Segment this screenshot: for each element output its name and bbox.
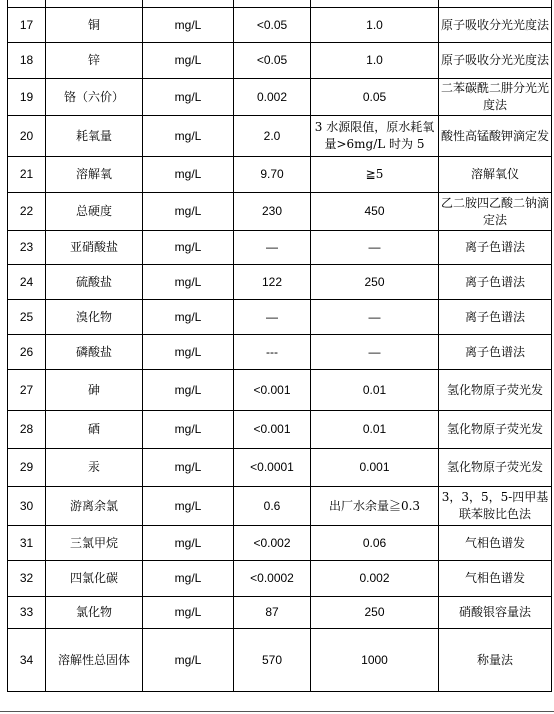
unit-cell: mg/L — [143, 449, 234, 487]
limit-cell: 0.06 — [311, 526, 439, 561]
item-name: 磷酸盐 — [46, 335, 143, 370]
item-name: 溶解性总固体 — [46, 629, 143, 692]
table-row — [8, 411, 552, 449]
table-row — [8, 629, 552, 692]
unit-cell: mg/L — [143, 561, 234, 597]
method-cell: 气相色谱发 — [439, 561, 552, 597]
result-cell: <0.05 — [234, 43, 311, 79]
row-number: 31 — [8, 526, 46, 561]
row-number: 25 — [8, 300, 46, 335]
table-row — [8, 231, 552, 265]
limit-cell: 0.01 — [311, 370, 439, 411]
method-cell: 称量法 — [439, 629, 552, 692]
unit-cell: mg/L — [143, 193, 234, 231]
result-cell: <0.001 — [234, 370, 311, 411]
limit-cell: — — [311, 335, 439, 370]
result-cell: 9.70 — [234, 157, 311, 193]
unit-cell: mg/L — [143, 370, 234, 411]
limit-cell: 250 — [311, 265, 439, 300]
method-cell: 原子吸收分光光度法 — [439, 8, 552, 43]
result-cell: 230 — [234, 193, 311, 231]
row-number: 18 — [8, 43, 46, 79]
row-number: 28 — [8, 411, 46, 449]
limit-cell: 250 — [311, 597, 439, 629]
row-number: 32 — [8, 561, 46, 597]
unit-cell: mg/L — [143, 597, 234, 629]
method-cell: 离子色谱法 — [439, 335, 552, 370]
row-number: 26 — [8, 335, 46, 370]
unit-cell: mg/L — [143, 231, 234, 265]
water-quality-table — [7, 0, 552, 692]
unit-cell: mg/L — [143, 265, 234, 300]
row-number: 23 — [8, 231, 46, 265]
item-name: 溶解氧 — [46, 157, 143, 193]
method-cell: 离子色谱法 — [439, 265, 552, 300]
method-cell: 气相色谱发 — [439, 526, 552, 561]
limit-cell: 0.001 — [311, 449, 439, 487]
unit-cell: mg/L — [143, 629, 234, 692]
table-row — [8, 193, 552, 231]
row-number: 20 — [8, 116, 46, 157]
unit-cell: mg/L — [143, 300, 234, 335]
item-name: 硫酸盐 — [46, 265, 143, 300]
unit-cell: mg/L — [143, 8, 234, 43]
result-cell: 87 — [234, 597, 311, 629]
item-name: 锌 — [46, 43, 143, 79]
limit-cell: 0.002 — [311, 561, 439, 597]
table-row — [8, 561, 552, 597]
unit-cell: mg/L — [143, 411, 234, 449]
limit-cell: 1.0 — [311, 43, 439, 79]
unit-cell: mg/L — [143, 526, 234, 561]
unit-cell: mg/L — [143, 43, 234, 79]
row-number: 29 — [8, 449, 46, 487]
method-cell: 酸性高锰酸钾滴定发 — [439, 116, 552, 157]
item-name: 氯化物 — [46, 597, 143, 629]
row-number: 30 — [8, 487, 46, 526]
limit-cell: 0.05 — [311, 79, 439, 116]
result-cell: <0.0002 — [234, 561, 311, 597]
item-name: 汞 — [46, 449, 143, 487]
result-cell: 0.002 — [234, 79, 311, 116]
method-cell: 氢化物原子荧光发 — [439, 411, 552, 449]
method-cell: 离子色谱法 — [439, 300, 552, 335]
result-cell: --- — [234, 335, 311, 370]
page-divider — [0, 711, 554, 712]
result-cell: — — [234, 300, 311, 335]
table-row — [8, 597, 552, 629]
result-cell: 570 — [234, 629, 311, 692]
limit-cell: ≧5 — [311, 157, 439, 193]
row-number: 34 — [8, 629, 46, 692]
method-cell: 硝酸银容量法 — [439, 597, 552, 629]
result-cell: — — [234, 231, 311, 265]
method-cell: 二苯碳酰二肼分光光度法 — [439, 79, 552, 116]
result-cell: 2.0 — [234, 116, 311, 157]
method-cell: 原子吸收分光光度法 — [439, 43, 552, 79]
item-name: 溴化物 — [46, 300, 143, 335]
item-name: 游离余氯 — [46, 487, 143, 526]
row-number: 33 — [8, 597, 46, 629]
table-row — [8, 157, 552, 193]
row-number: 22 — [8, 193, 46, 231]
item-name: 三氯甲烷 — [46, 526, 143, 561]
item-name: 亚硝酸盐 — [46, 231, 143, 265]
method-cell: 氢化物原子荧光发 — [439, 370, 552, 411]
result-cell: <0.05 — [234, 8, 311, 43]
table-row — [8, 300, 552, 335]
table-row — [8, 116, 552, 157]
row-number: 21 — [8, 157, 46, 193]
result-cell: <0.0001 — [234, 449, 311, 487]
row-number: 17 — [8, 8, 46, 43]
row-number: 19 — [8, 79, 46, 116]
limit-cell: 1000 — [311, 629, 439, 692]
table-row — [8, 487, 552, 526]
item-name: 铜 — [46, 8, 143, 43]
limit-cell: — — [311, 231, 439, 265]
unit-cell: mg/L — [143, 335, 234, 370]
table-row — [8, 79, 552, 116]
item-name: 四氯化碳 — [46, 561, 143, 597]
method-cell: 离子色谱法 — [439, 231, 552, 265]
unit-cell: mg/L — [143, 157, 234, 193]
table-row — [8, 43, 552, 79]
unit-cell: mg/L — [143, 116, 234, 157]
result-cell: <0.001 — [234, 411, 311, 449]
item-name: 硒 — [46, 411, 143, 449]
row-number: 27 — [8, 370, 46, 411]
result-cell: 0.6 — [234, 487, 311, 526]
table-row — [8, 265, 552, 300]
item-name: 铬（六价） — [46, 79, 143, 116]
unit-cell: mg/L — [143, 79, 234, 116]
table-row-top-stub — [8, 0, 552, 8]
method-cell: 乙二胺四乙酸二钠滴定法 — [439, 193, 552, 231]
limit-cell: 出厂水余量≧0.3 — [311, 487, 439, 526]
item-name: 砷 — [46, 370, 143, 411]
limit-cell: 0.01 — [311, 411, 439, 449]
table-row — [8, 370, 552, 411]
unit-cell: mg/L — [143, 487, 234, 526]
limit-cell: 450 — [311, 193, 439, 231]
limit-cell: 1.0 — [311, 8, 439, 43]
row-number: 24 — [8, 265, 46, 300]
result-cell: <0.002 — [234, 526, 311, 561]
table-row — [8, 335, 552, 370]
limit-cell: 3 水源限值，原水耗氧量>6mg/L 时为 5 — [311, 116, 439, 157]
item-name: 总硬度 — [46, 193, 143, 231]
limit-cell: — — [311, 300, 439, 335]
table-row — [8, 526, 552, 561]
method-cell: 3，3，5，5-四甲基联苯胺比色法 — [439, 487, 552, 526]
result-cell: 122 — [234, 265, 311, 300]
table-row — [8, 8, 552, 43]
method-cell: 溶解氧仪 — [439, 157, 552, 193]
method-cell: 氢化物原子荧光发 — [439, 449, 552, 487]
item-name: 耗氧量 — [46, 116, 143, 157]
table-row — [8, 449, 552, 487]
